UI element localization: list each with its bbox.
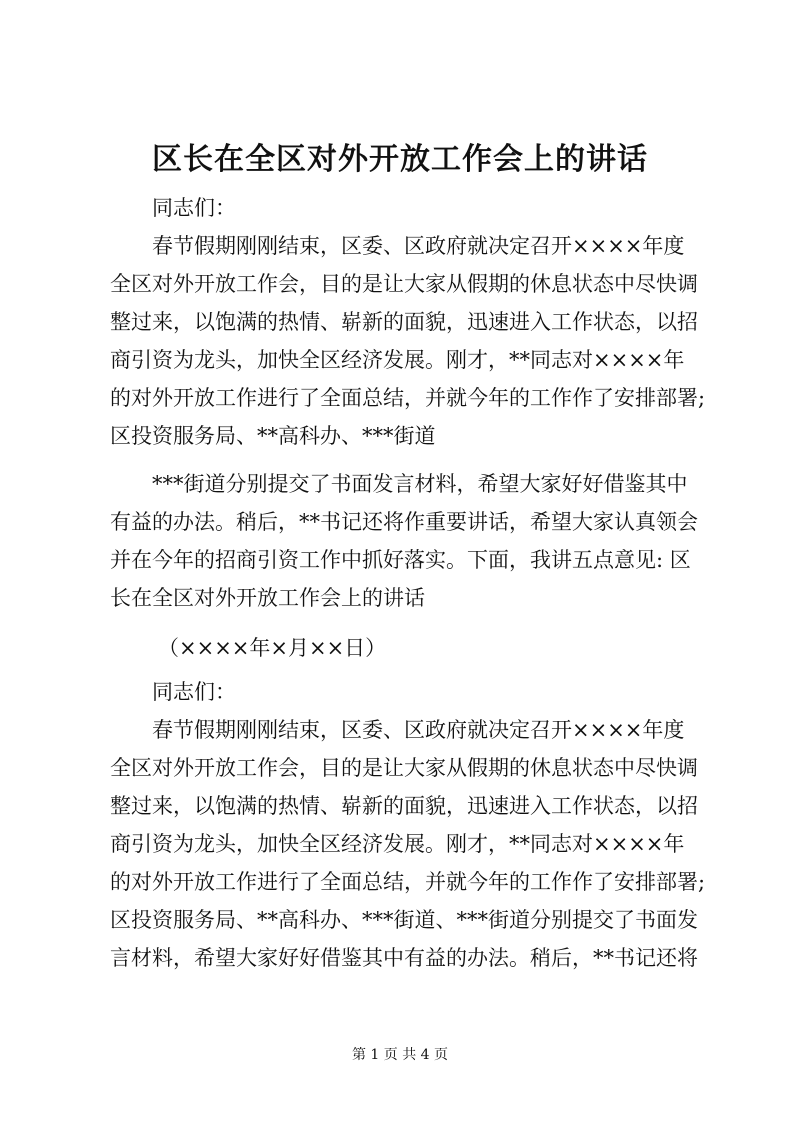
paragraph-line: 并在今年的招商引资工作中抓好落实。下面，我讲五点意见: 区 — [110, 548, 691, 572]
paragraph-line: 商引资为龙头，加快全区经济发展。刚才，**同志对××××年 — [110, 348, 685, 372]
paragraph-line: 区投资服务局、**高科办、***街道 — [110, 424, 436, 448]
paragraph-line: 区投资服务局、**高科办、***街道、***街道分别提交了书面发 — [110, 908, 698, 932]
paragraph-line: 全区对外开放工作会，目的是让大家从假期的休息状态中尽快调 — [110, 756, 698, 780]
paragraph-line: 的对外开放工作进行了全面总结，并就今年的工作作了安排部署; — [110, 386, 706, 410]
paragraph-line: ***街道分别提交了书面发言材料，希望大家好好借鉴其中 — [152, 472, 688, 496]
document-title: 区长在全区对外开放工作会上的讲话 — [152, 142, 648, 177]
paragraph-line: 春节假期刚刚结束，区委、区政府就决定召开××××年度 — [152, 234, 685, 258]
paragraph-line: 春节假期刚刚结束，区委、区政府就决定召开××××年度 — [152, 718, 685, 742]
paragraph-line: 的对外开放工作进行了全面总结，并就今年的工作作了安排部署; — [110, 870, 706, 894]
greeting-line: 同志们： — [152, 680, 236, 704]
paragraph-line: 全区对外开放工作会，目的是让大家从假期的休息状态中尽快调 — [110, 272, 698, 296]
paragraph-line: 整过来，以饱满的热情、崭新的面貌，迅速进入工作状态，以招 — [110, 794, 698, 818]
date-line: （××××年×月××日） — [158, 636, 387, 660]
paragraph-line: 长在全区对外开放工作会上的讲话 — [110, 586, 425, 610]
paragraph-line: 言材料，希望大家好好借鉴其中有益的办法。稍后，**书记还将 — [110, 946, 698, 970]
paragraph-line: 整过来，以饱满的热情、崭新的面貌，迅速进入工作状态，以招 — [110, 310, 698, 334]
page-number-footer: 第 1 页 共 4 页 — [351, 1047, 449, 1063]
paragraph-line: 有益的办法。稍后，**书记还将作重要讲话，希望大家认真领会 — [110, 510, 698, 534]
paragraph-line: 商引资为龙头，加快全区经济发展。刚才，**同志对××××年 — [110, 832, 685, 856]
greeting-line: 同志们： — [152, 196, 236, 220]
